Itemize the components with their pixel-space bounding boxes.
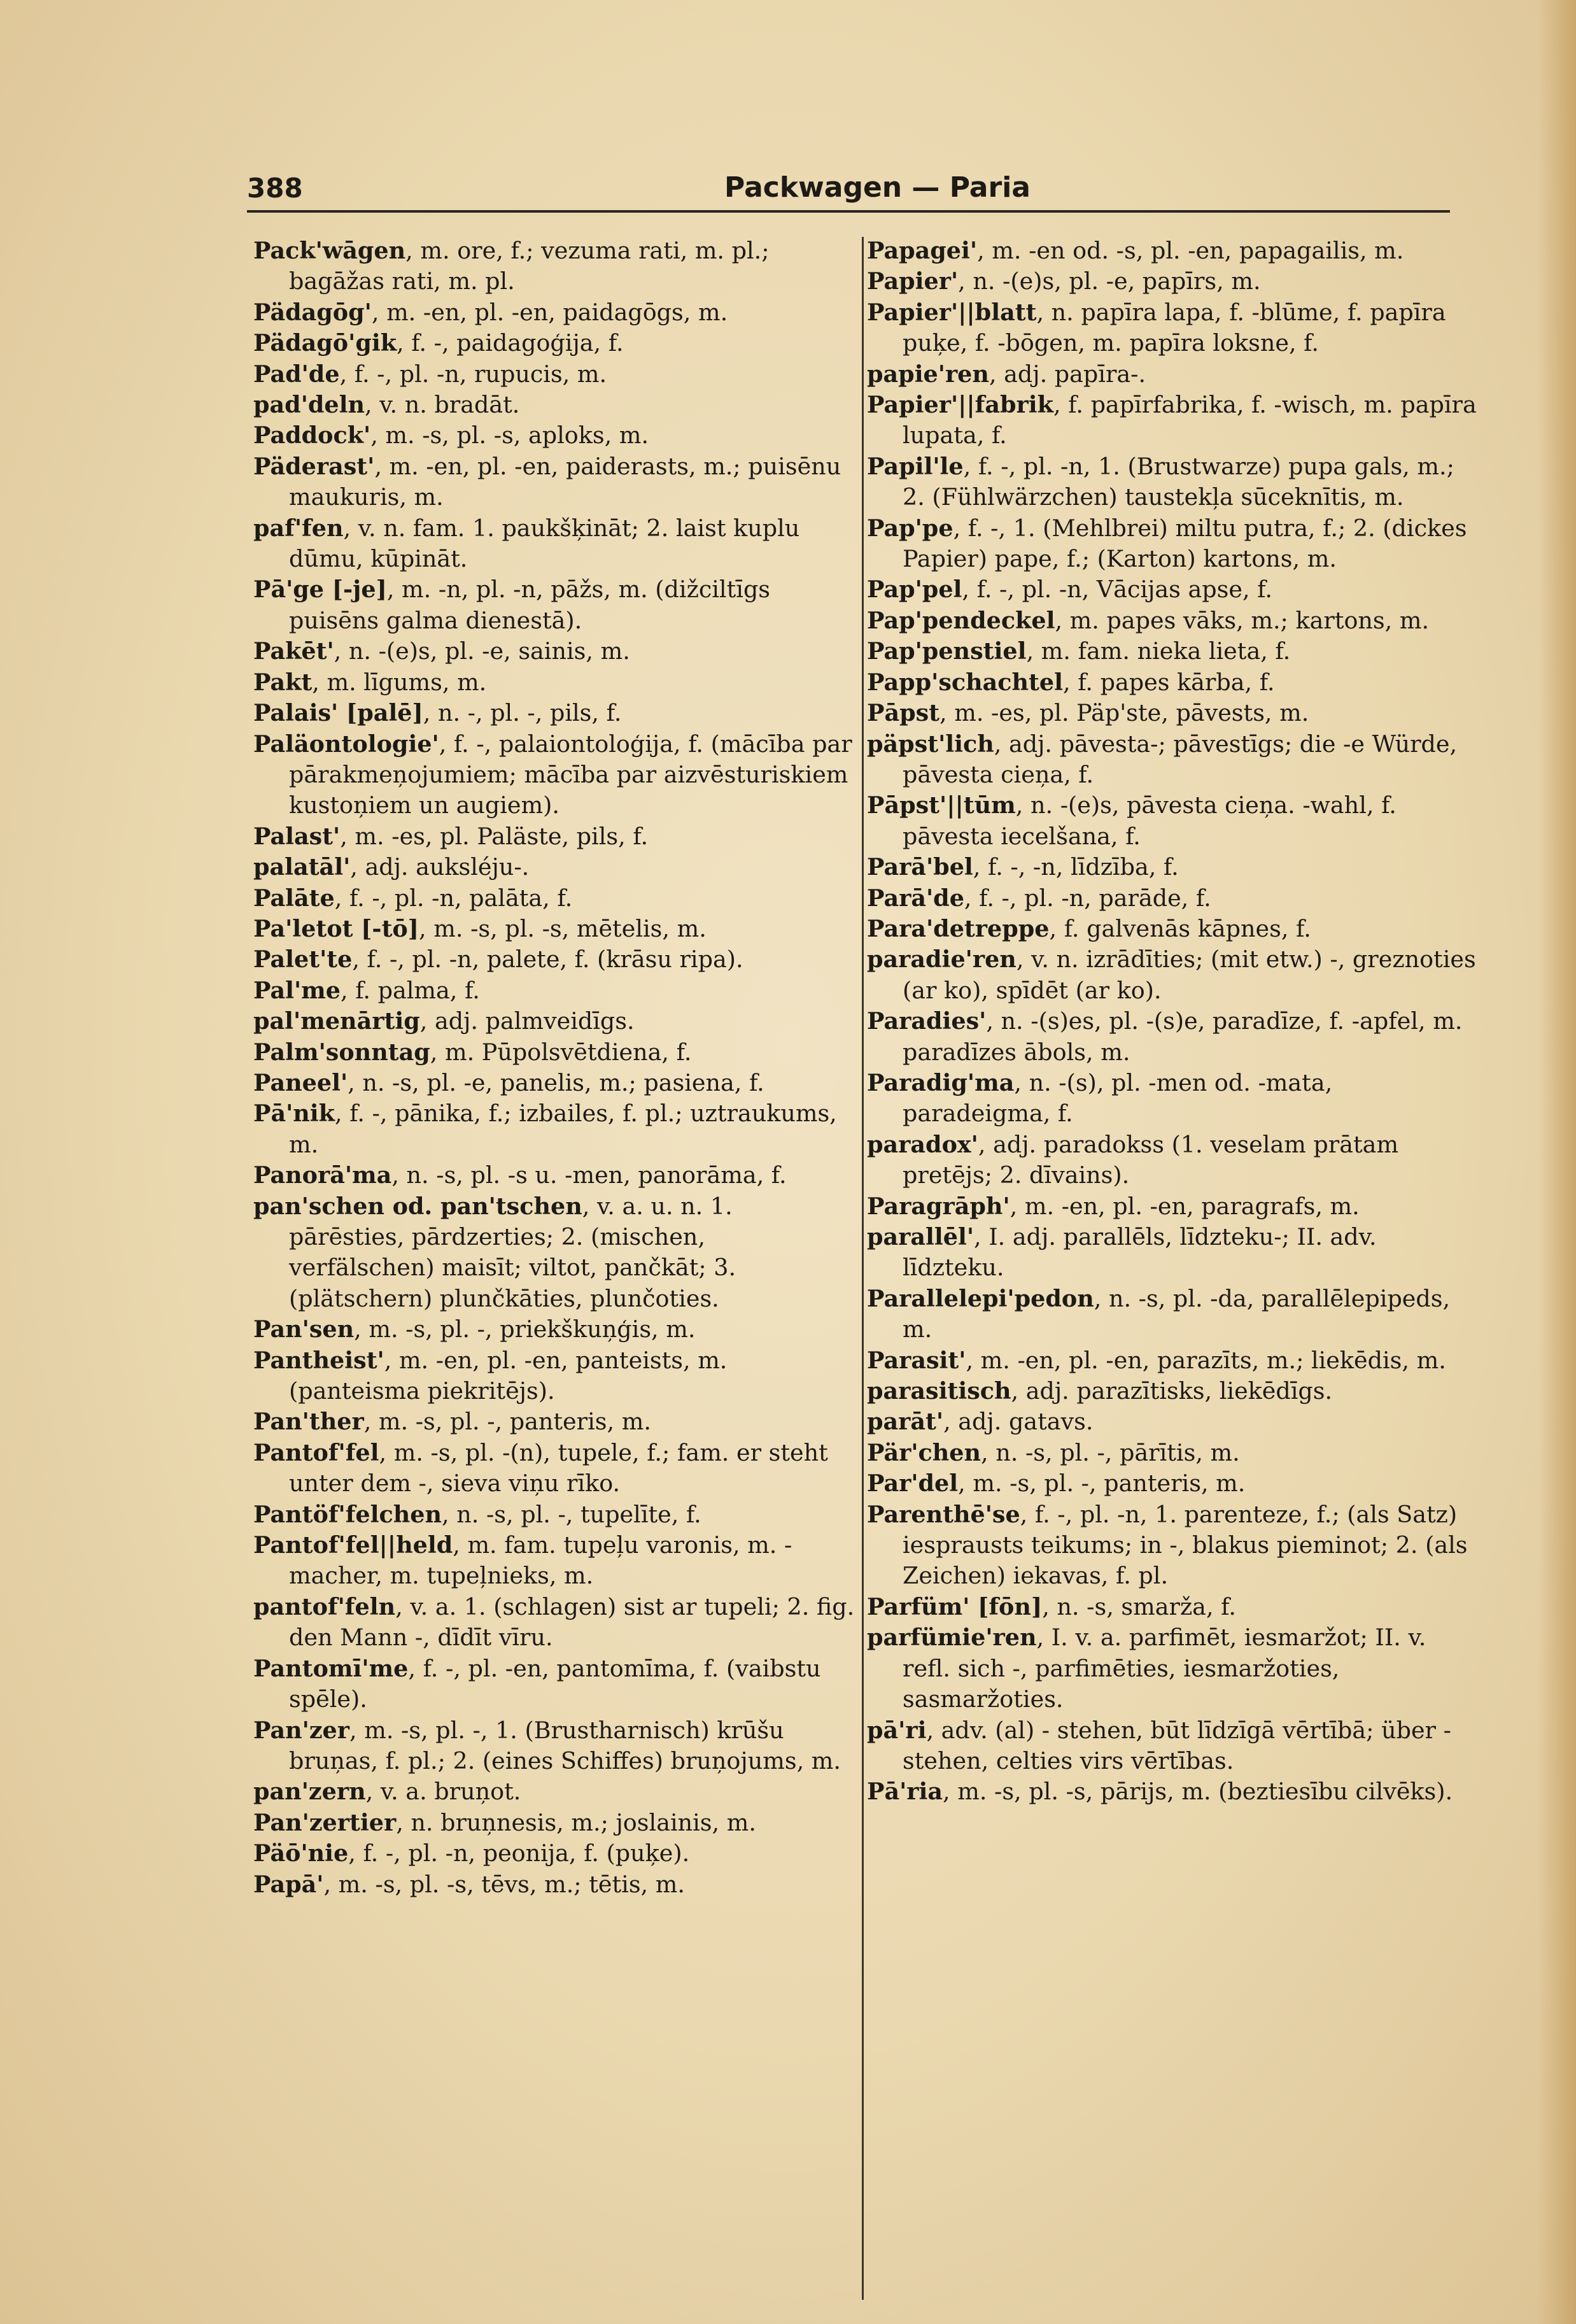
dictionary-entry: Päderast', m. -en, pl. -en, paiderasts, m.; puisēnu maukuris, m. — [253, 452, 841, 511]
dictionary-entry: Pal'me, f. palma, f. — [253, 976, 480, 1004]
dictionary-entry: Pan'ther, m. -s, pl. -, panteris, m. — [253, 1408, 651, 1436]
dictionary-entry: parfümie'ren, I. v. a. parfimēt, iesmaržot; II. v. refl. sich -, parfimēties, iesmaržoties, sasmaržoties. — [867, 1624, 1426, 1713]
dictionary-entry: Pāpst'||tūm, n. -(e)s, pāvesta cieņa. -wahl, f. pāvesta iecelšana, f. — [867, 791, 1397, 850]
dictionary-entry: paradie'ren, v. n. izrādīties; (mit etw.) -, greznoties (ar ko), spīdēt (ar ko). — [867, 946, 1476, 1004]
dictionary-entry: Pakēt', n. -(e)s, pl. -e, sainis, m. — [253, 637, 630, 665]
dictionary-entry: papie'ren, adj. papīra-. — [867, 360, 1146, 388]
dictionary-entry: parasitisch, adj. parazītisks, liekēdīgs. — [867, 1377, 1333, 1405]
dictionary-entry: Pantof'fel, m. -s, pl. -(n), tupele, f.; fam. er steht unter dem -, sieva viņu rīko. — [253, 1438, 828, 1498]
right-column — [867, 236, 1477, 1808]
dictionary-entry: pan'schen od. pan'tschen, v. a. u. n. 1. pārēsties, pārdzerties; 2. (mischen, verfälschen) maisīt; viltot, pančkāt; 3. (plätschern) plunčkāties, plunčoties. — [253, 1192, 736, 1312]
left-column — [253, 236, 855, 1900]
dictionary-entry: Pack'wāgen, m. ore, f.; vezuma rati, m. pl.; bagāžas rati, m. pl. — [253, 237, 770, 295]
header-rule — [247, 210, 1450, 213]
dictionary-entry: Parenthē'se, f. -, pl. -n, 1. parenteze, f.; (als Satz) iesprausts teikums; in -, blakus pieminot; 2. (als Zeichen) iekavas, f. pl. — [867, 1500, 1468, 1590]
dictionary-entry: Päō'nie, f. -, pl. -n, peonija, f. (puķe). — [253, 1839, 690, 1867]
dictionary-entry: Papagei', m. -en od. -s, pl. -en, papagailis, m. — [867, 237, 1404, 264]
dictionary-entry: paradox', adj. paradokss (1. veselam prātam pretējs; 2. dīvains). — [867, 1130, 1399, 1189]
dictionary-entry: pad'deln, v. n. bradāt. — [253, 391, 520, 419]
dictionary-entry: Pan'zer, m. -s, pl. -, 1. (Brustharnisch) krūšu bruņas, f. pl.; 2. (eines Schiffes) bruņojums, m. — [253, 1716, 841, 1775]
dictionary-entry: paf'fen, v. n. fam. 1. paukšķināt; 2. laist kuplu dūmu, kūpināt. — [253, 514, 800, 573]
dictionary-entry: Pakt, m. līgums, m. — [253, 668, 487, 696]
dictionary-entry: pantof'feln, v. a. 1. (schlagen) sist ar tupeli; 2. fig. den Mann -, dīdīt vīru. — [253, 1592, 855, 1652]
page-number: 388 — [247, 173, 303, 204]
dictionary-entry: Paradig'ma, n. -(s), pl. -men od. -mata, paradeigma, f. — [867, 1068, 1333, 1128]
dictionary-entry: Para'detreppe, f. galvenās kāpnes, f. — [867, 914, 1311, 942]
dictionary-entry: Pā'ria, m. -s, pl. -s, pārijs, m. (beztiesību cilvēks). — [867, 1778, 1453, 1806]
dictionary-entry: Paddock', m. -s, pl. -s, aploks, m. — [253, 422, 649, 450]
dictionary-entry: Parā'de, f. -, pl. -n, parāde, f. — [867, 884, 1211, 912]
dictionary-entry: Pan'zertier, n. bruņnesis, m.; joslainis, m. — [253, 1808, 756, 1836]
dictionary-entry: Pap'pel, f. -, pl. -n, Vācijas apse, f. — [867, 576, 1272, 604]
page-header — [247, 169, 1450, 213]
dictionary-entry: pan'zern, v. a. bruņot. — [253, 1778, 521, 1806]
dictionary-entry: Pa'letot [-tō], m. -s, pl. -s, mētelis, m. — [253, 914, 707, 942]
dictionary-entry: Pantheist', m. -en, pl. -en, panteists, m. (panteisma piekritējs). — [253, 1346, 728, 1405]
dictionary-entry: parāt', adj. gatavs. — [867, 1408, 1094, 1436]
dictionary-entry: Pāpst, m. -es, pl. Päp'ste, pāvests, m. — [867, 699, 1309, 727]
dictionary-entry: Palāte, f. -, pl. -n, palāta, f. — [253, 884, 573, 912]
dictionary-entry: palatāl', adj. auksléju-. — [253, 853, 530, 881]
dictionary-entry: Paläontologie', f. -, palaiontoloģija, f. (mācība par pārakmeņojumiem; mācība par aizvēsturiskiem kustoņiem un augiem). — [253, 730, 852, 819]
dictionary-entry: Pantof'fel||held, m. fam. tupeļu varonis, m. -macher, m. tupeļnieks, m. — [253, 1531, 792, 1590]
dictionary-entry: Par'del, m. -s, pl. -, panteris, m. — [867, 1470, 1246, 1498]
dictionary-entry: Papier'||blatt, n. papīra lapa, f. -blūme, f. papīra puķe, f. -bōgen, m. papīra loksne, f. — [867, 298, 1446, 357]
dictionary-entry: Pā'ge [-je], m. -n, pl. -n, pāžs, m. (dižciltīgs puisēns galma dienestā). — [253, 576, 771, 634]
dictionary-entry: Palm'sonntag, m. Pūpolsvētdiena, f. — [253, 1038, 692, 1066]
page-edge-shading — [1538, 0, 1576, 2324]
dictionary-entry: Palais' [palē], n. -, pl. -, pils, f. — [253, 699, 622, 727]
dictionary-entry: Pad'de, f. -, pl. -n, rupucis, m. — [253, 360, 607, 388]
dictionary-entry: Pädagōg', m. -en, pl. -en, paidagōgs, m. — [253, 298, 728, 326]
dictionary-entry: Parfüm' [fōn], n. -s, smarža, f. — [867, 1592, 1236, 1620]
dictionary-entry: Papā', m. -s, pl. -s, tēvs, m.; tētis, m. — [253, 1870, 685, 1898]
dictionary-entry: Pär'chen, n. -s, pl. -, pārītis, m. — [867, 1438, 1240, 1466]
dictionary-entry: pal'menārtig, adj. palmveidīgs. — [253, 1007, 635, 1035]
dictionary-entry: Pantomī'me, f. -, pl. -en, pantomīma, f. (vaibstu spēle). — [253, 1654, 821, 1713]
dictionary-entry: Panorā'ma, n. -s, pl. -s u. -men, panorāma, f. — [253, 1161, 787, 1189]
dictionary-entry: Pan'sen, m. -s, pl. -, priekškuņģis, m. — [253, 1315, 696, 1343]
dictionary-entry: pā'ri, adv. (al) - stehen, būt līdzīgā vērtībā; über - stehen, celties virs vērtības. — [867, 1716, 1451, 1775]
dictionary-entry: Palet'te, f. -, pl. -n, palete, f. (krāsu ripa). — [253, 946, 743, 974]
dictionary-entry: Pädagō'gik, f. -, paidagoģija, f. — [253, 329, 624, 357]
dictionary-entry: Papp'schachtel, f. papes kārba, f. — [867, 668, 1275, 696]
dictionary-entry: Paradies', n. -(s)es, pl. -(s)e, paradīze, f. -apfel, m. paradīzes ābols, m. — [867, 1007, 1463, 1066]
dictionary-entry: Pap'pe, f. -, 1. (Mehlbrei) miltu putra, f.; 2. (dickes Papier) pape, f.; (Karton) kartons, m. — [867, 514, 1467, 573]
dictionary-entry: Pap'pendeckel, m. papes vāks, m.; kartons, m. — [867, 606, 1430, 634]
dictionary-entry: Parā'bel, f. -, -n, līdzība, f. — [867, 853, 1179, 881]
dictionary-entry: Papier', n. -(e)s, pl. -e, papīrs, m. — [867, 267, 1261, 295]
dictionary-entry: Paneel', n. -s, pl. -e, panelis, m.; pasiena, f. — [253, 1068, 764, 1096]
dictionary-entry: Paragrāph', m. -en, pl. -en, paragrafs, m. — [867, 1192, 1360, 1220]
column-divider — [862, 237, 864, 2300]
dictionary-entry: Pantöf'felchen, n. -s, pl. -, tupelīte, f. — [253, 1500, 701, 1528]
dictionary-entry: Parasit', m. -en, pl. -en, parazīts, m.; liekēdis, m. — [867, 1346, 1446, 1374]
dictionary-entry: Papier'||fabrik, f. papīrfabrika, f. -wisch, m. papīra lupata, f. — [867, 391, 1477, 450]
dictionary-entry: Parallelepi'pedon, n. -s, pl. -da, parallēlepipeds, m. — [867, 1284, 1451, 1343]
running-head: Packwagen — Paria — [724, 171, 1031, 204]
dictionary-entry: Pap'penstiel, m. fam. nieka lieta, f. — [867, 637, 1291, 665]
dictionary-entry: parallēl', I. adj. parallēls, līdzteku-; II. adv. līdzteku. — [867, 1223, 1377, 1282]
dictionary-entry: Papil'le, f. -, pl. -n, 1. (Brustwarze) pupa gals, m.; 2. (Fühlwärzchen) taustekļa sūceknītis, m. — [867, 452, 1454, 511]
dictionary-entry: Pā'nik, f. -, pānika, f.; izbailes, f. pl.; uztraukums, m. — [253, 1100, 837, 1158]
dictionary-entry: päpst'lich, adj. pāvesta-; pāvestīgs; die -e Würde, pāvesta cieņa, f. — [867, 730, 1458, 788]
dictionary-entry: Palast', m. -es, pl. Paläste, pils, f. — [253, 822, 649, 850]
